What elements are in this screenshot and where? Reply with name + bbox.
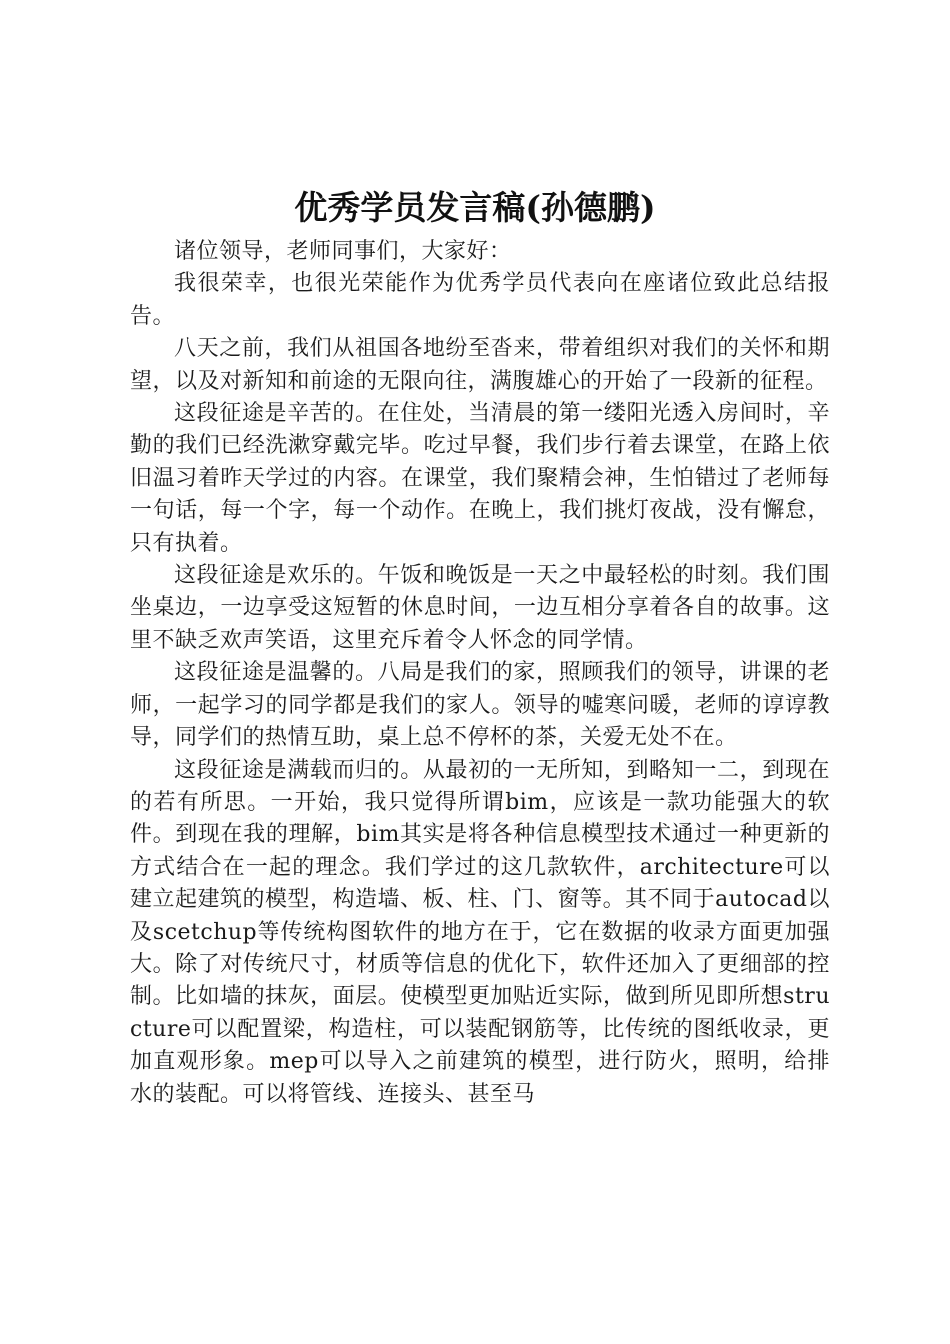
document-body	[130, 236, 830, 1111]
paragraph-hardship: 这段征途是辛苦的。在住处，当清晨的第一缕阳光透入房间时，辛勤的我们已经洗漱穿戴完毕。吃过早餐，我们步行着去课堂，在路上依旧温习着昨天学过的内容。在课堂，我们聚精会神，生怕错过了老师每一句话，每一个字，每一个动作。在晚上，我们挑灯夜战，没有懈怠，只有执着。	[130, 401, 830, 556]
paragraph-warmth: 这段征途是温馨的。八局是我们的家，照顾我们的领导，讲课的老师，一起学习的同学都是我们的家人。领导的嘘寒问暖，老师的谆谆教导，同学们的热情互助，桌上总不停杯的茶，关爱无处不在。	[130, 660, 830, 751]
paragraph-journey-start: 八天之前，我们从祖国各地纷至沓来，带着组织对我们的关怀和期望，以及对新知和前途的无限向往，满腹雄心的开始了一段新的征程。	[130, 336, 830, 394]
paragraph-greeting: 诸位领导，老师同事们，大家好：	[174, 239, 512, 264]
paragraph-joy: 这段征途是欢乐的。午饭和晚饭是一天之中最轻松的时刻。我们围坐桌边，一边享受这短暂的休息时间，一边互相分享着各自的故事。这里不缺乏欢声笑语，这里充斥着令人怀念的同学情。	[130, 563, 830, 653]
paragraph-intro: 我很荣幸，也很光荣能作为优秀学员代表向在座诸位致此总结报告。	[130, 271, 830, 329]
document-title: 优秀学员发言稿(孙德鹏)	[294, 188, 656, 227]
paragraph-achievement: 这段征途是满载而归的。从最初的一无所知，到略知一二，到现在的若有所思。一开始，我只觉得所谓bim，应该是一款功能强大的软件。到现在我的理解，bim其实是将各种信息模型技术通过一种更新的方式结合在一起的理念。我们学过的这几款软件，architecture可以建立起建筑的模型，构造墙、板、柱、门、窗等。其不同于autocad以及scetchup等传统构图软件的地方在于，它在数据的收录方面更加强大。除了对传统尺寸，材质等信息的优化下，软件还加入了更细部的控制。比如墙的抹灰，面层。使模型更加贴近实际，做到所见即所想structure可以配置梁，构造柱，可以装配钢筋等，比传统的图纸收录，更加直观形象。mep可以导入之前建筑的模型，进行防火，照明，给排水的装配。可以将管线、连接头、甚至马	[130, 757, 830, 1107]
